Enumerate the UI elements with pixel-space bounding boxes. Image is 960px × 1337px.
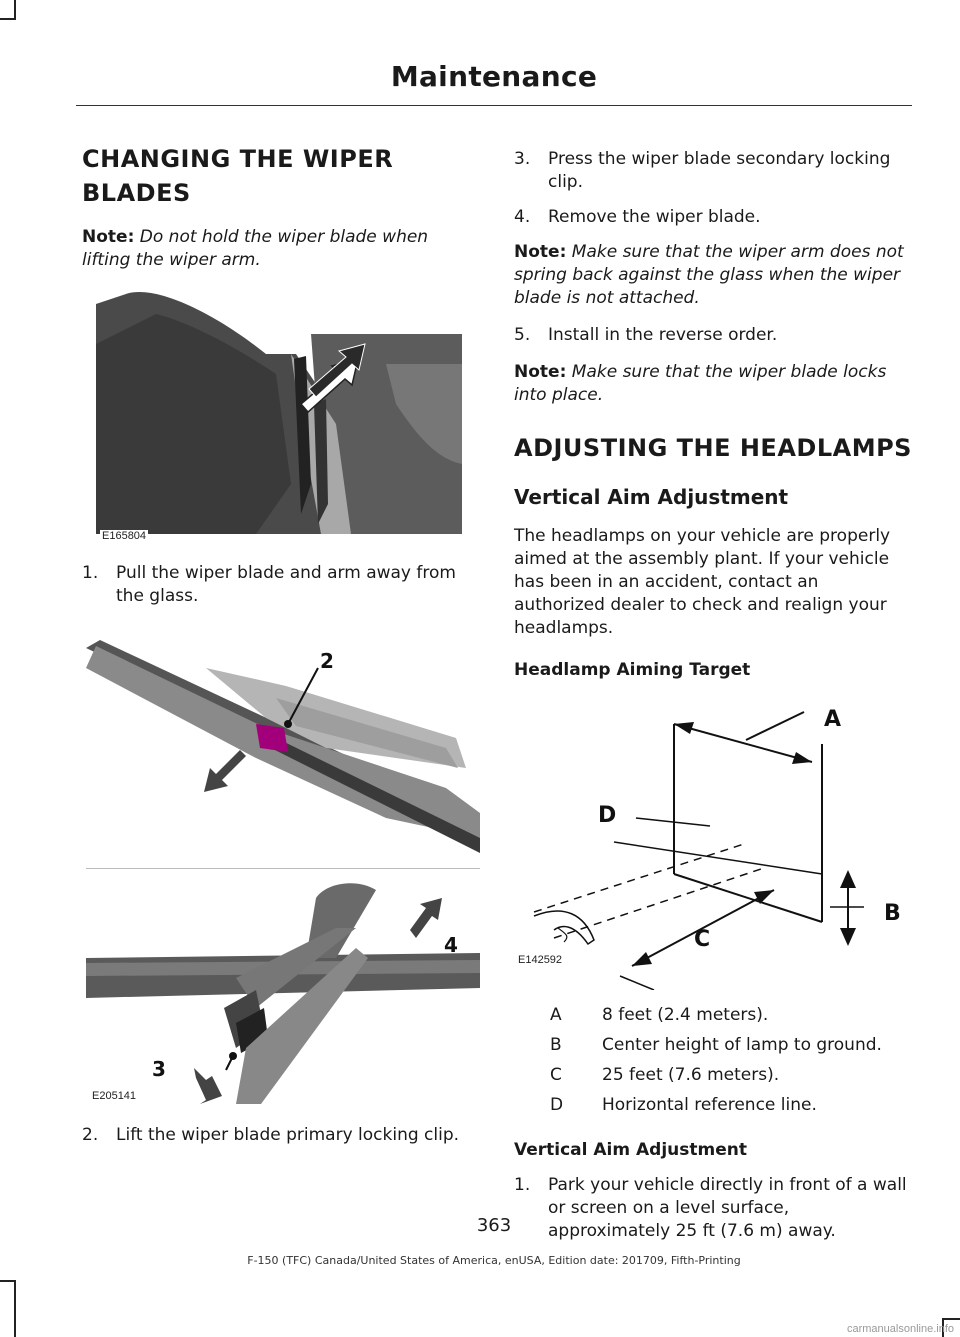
step-number: 1. <box>514 1175 531 1195</box>
legend-table <box>514 1000 914 1120</box>
header-rule <box>76 105 912 106</box>
legend-key: A <box>550 1005 562 1025</box>
step-text: Press the wiper blade secondary locking clip. <box>548 149 891 192</box>
legend-value: Center height of lamp to ground. <box>602 1035 882 1055</box>
edition-info: F-150 (TFC) Canada/United States of America, enUSA, Edition date: 201709, Fifth-Printing <box>247 1254 741 1267</box>
headlamp-target-diagram <box>514 704 914 990</box>
crop-mark-bottom-left-v <box>14 1280 16 1337</box>
right-column <box>514 148 914 1243</box>
figure-id: E165804 <box>102 530 147 542</box>
note-label: Note: <box>514 242 567 262</box>
subheading-vertical-aim-steps: Vertical Aim Adjustment <box>514 1140 747 1160</box>
callout-4: 4 <box>444 933 458 957</box>
crop-mark-bottom-left-h <box>0 1280 16 1282</box>
figure-wiper-clips <box>86 628 480 1104</box>
legend-row <box>514 1000 914 1030</box>
note-text: Make sure that the wiper blade locks into place. <box>514 362 887 405</box>
heading-line-1: CHANGING THE WIPER <box>82 145 394 173</box>
wiper-clip-illustration <box>86 628 480 1104</box>
figure-headlamp-target <box>514 704 914 990</box>
legend-key: C <box>550 1065 562 1085</box>
step-text: Lift the wiper blade primary locking clip. <box>116 1125 460 1145</box>
watermark: carmanualsonline.info <box>846 1323 954 1335</box>
legend-row <box>514 1090 914 1120</box>
subheading-vertical-aim: Vertical Aim Adjustment <box>514 485 789 509</box>
section-heading-wiper-blades <box>82 142 480 210</box>
legend-row <box>514 1030 914 1060</box>
crop-mark-bottom-right-h <box>942 1318 960 1320</box>
section-heading-headlamps: ADJUSTING THE HEADLAMPS <box>514 434 912 462</box>
note-wiper-lift <box>82 226 480 272</box>
step-4 <box>514 206 914 229</box>
legend-row <box>514 1060 914 1090</box>
subheading-aiming-target: Headlamp Aiming Target <box>514 660 751 680</box>
callout-3: 3 <box>152 1057 166 1081</box>
callout-2: 2 <box>320 649 334 673</box>
step-2 <box>82 1124 480 1147</box>
note-wiper-spring <box>514 241 914 310</box>
note-text: Make sure that the wiper arm does not spring back against the glass when the wiper blade is not attached. <box>514 242 904 308</box>
crop-mark-top-left-h <box>0 18 16 20</box>
figure-wiper-arm-lift <box>96 284 462 544</box>
note-text: Do not hold the wiper blade when lifting the wiper arm. <box>82 227 429 270</box>
paragraph-headlamp-aim: The headlamps on your vehicle are properly aimed at the assembly plant. If your vehicle has been in an accident, contact an authorized dealer to check and realign your headlamps. <box>514 526 891 638</box>
heading-line-2: BLADES <box>82 179 191 207</box>
label-d: D <box>598 803 617 828</box>
label-a: A <box>824 707 842 732</box>
page-number: 363 <box>476 1215 512 1236</box>
crop-mark-top-left-v <box>14 0 16 20</box>
note-blade-lock <box>514 361 914 407</box>
primary-clip-highlight <box>256 724 288 752</box>
legend-key: B <box>550 1035 562 1055</box>
step-number: 2. <box>82 1125 99 1145</box>
label-c: C <box>694 927 711 952</box>
note-label: Note: <box>82 227 135 247</box>
label-b: B <box>884 901 901 926</box>
figure-id: E205141 <box>92 1090 137 1102</box>
step-text: Pull the wiper blade and arm away from the glass. <box>116 563 456 606</box>
step-text: Park your vehicle directly in front of a wall or screen on a level surface, approximately 25 ft (7.6 m) away. <box>548 1175 907 1241</box>
legend-value: Horizontal reference line. <box>602 1095 817 1115</box>
step-1 <box>82 562 480 608</box>
step-text: Remove the wiper blade. <box>548 207 761 227</box>
step-3 <box>514 148 914 194</box>
step-number: 3. <box>514 149 531 169</box>
figure-id: E142592 <box>518 954 563 966</box>
step-number: 5. <box>514 325 531 345</box>
legend-value: 8 feet (2.4 meters). <box>602 1005 769 1025</box>
note-label: Note: <box>514 362 567 382</box>
step-text: Install in the reverse order. <box>548 325 778 345</box>
wiper-arm-illustration <box>96 284 462 544</box>
legend-key: D <box>550 1095 564 1115</box>
left-column <box>82 142 480 1147</box>
step-number: 1. <box>82 563 99 583</box>
step-number: 4. <box>514 207 531 227</box>
legend-value: 25 feet (7.6 meters). <box>602 1065 780 1085</box>
step-5 <box>514 324 914 347</box>
page-section-title: Maintenance <box>390 60 598 93</box>
